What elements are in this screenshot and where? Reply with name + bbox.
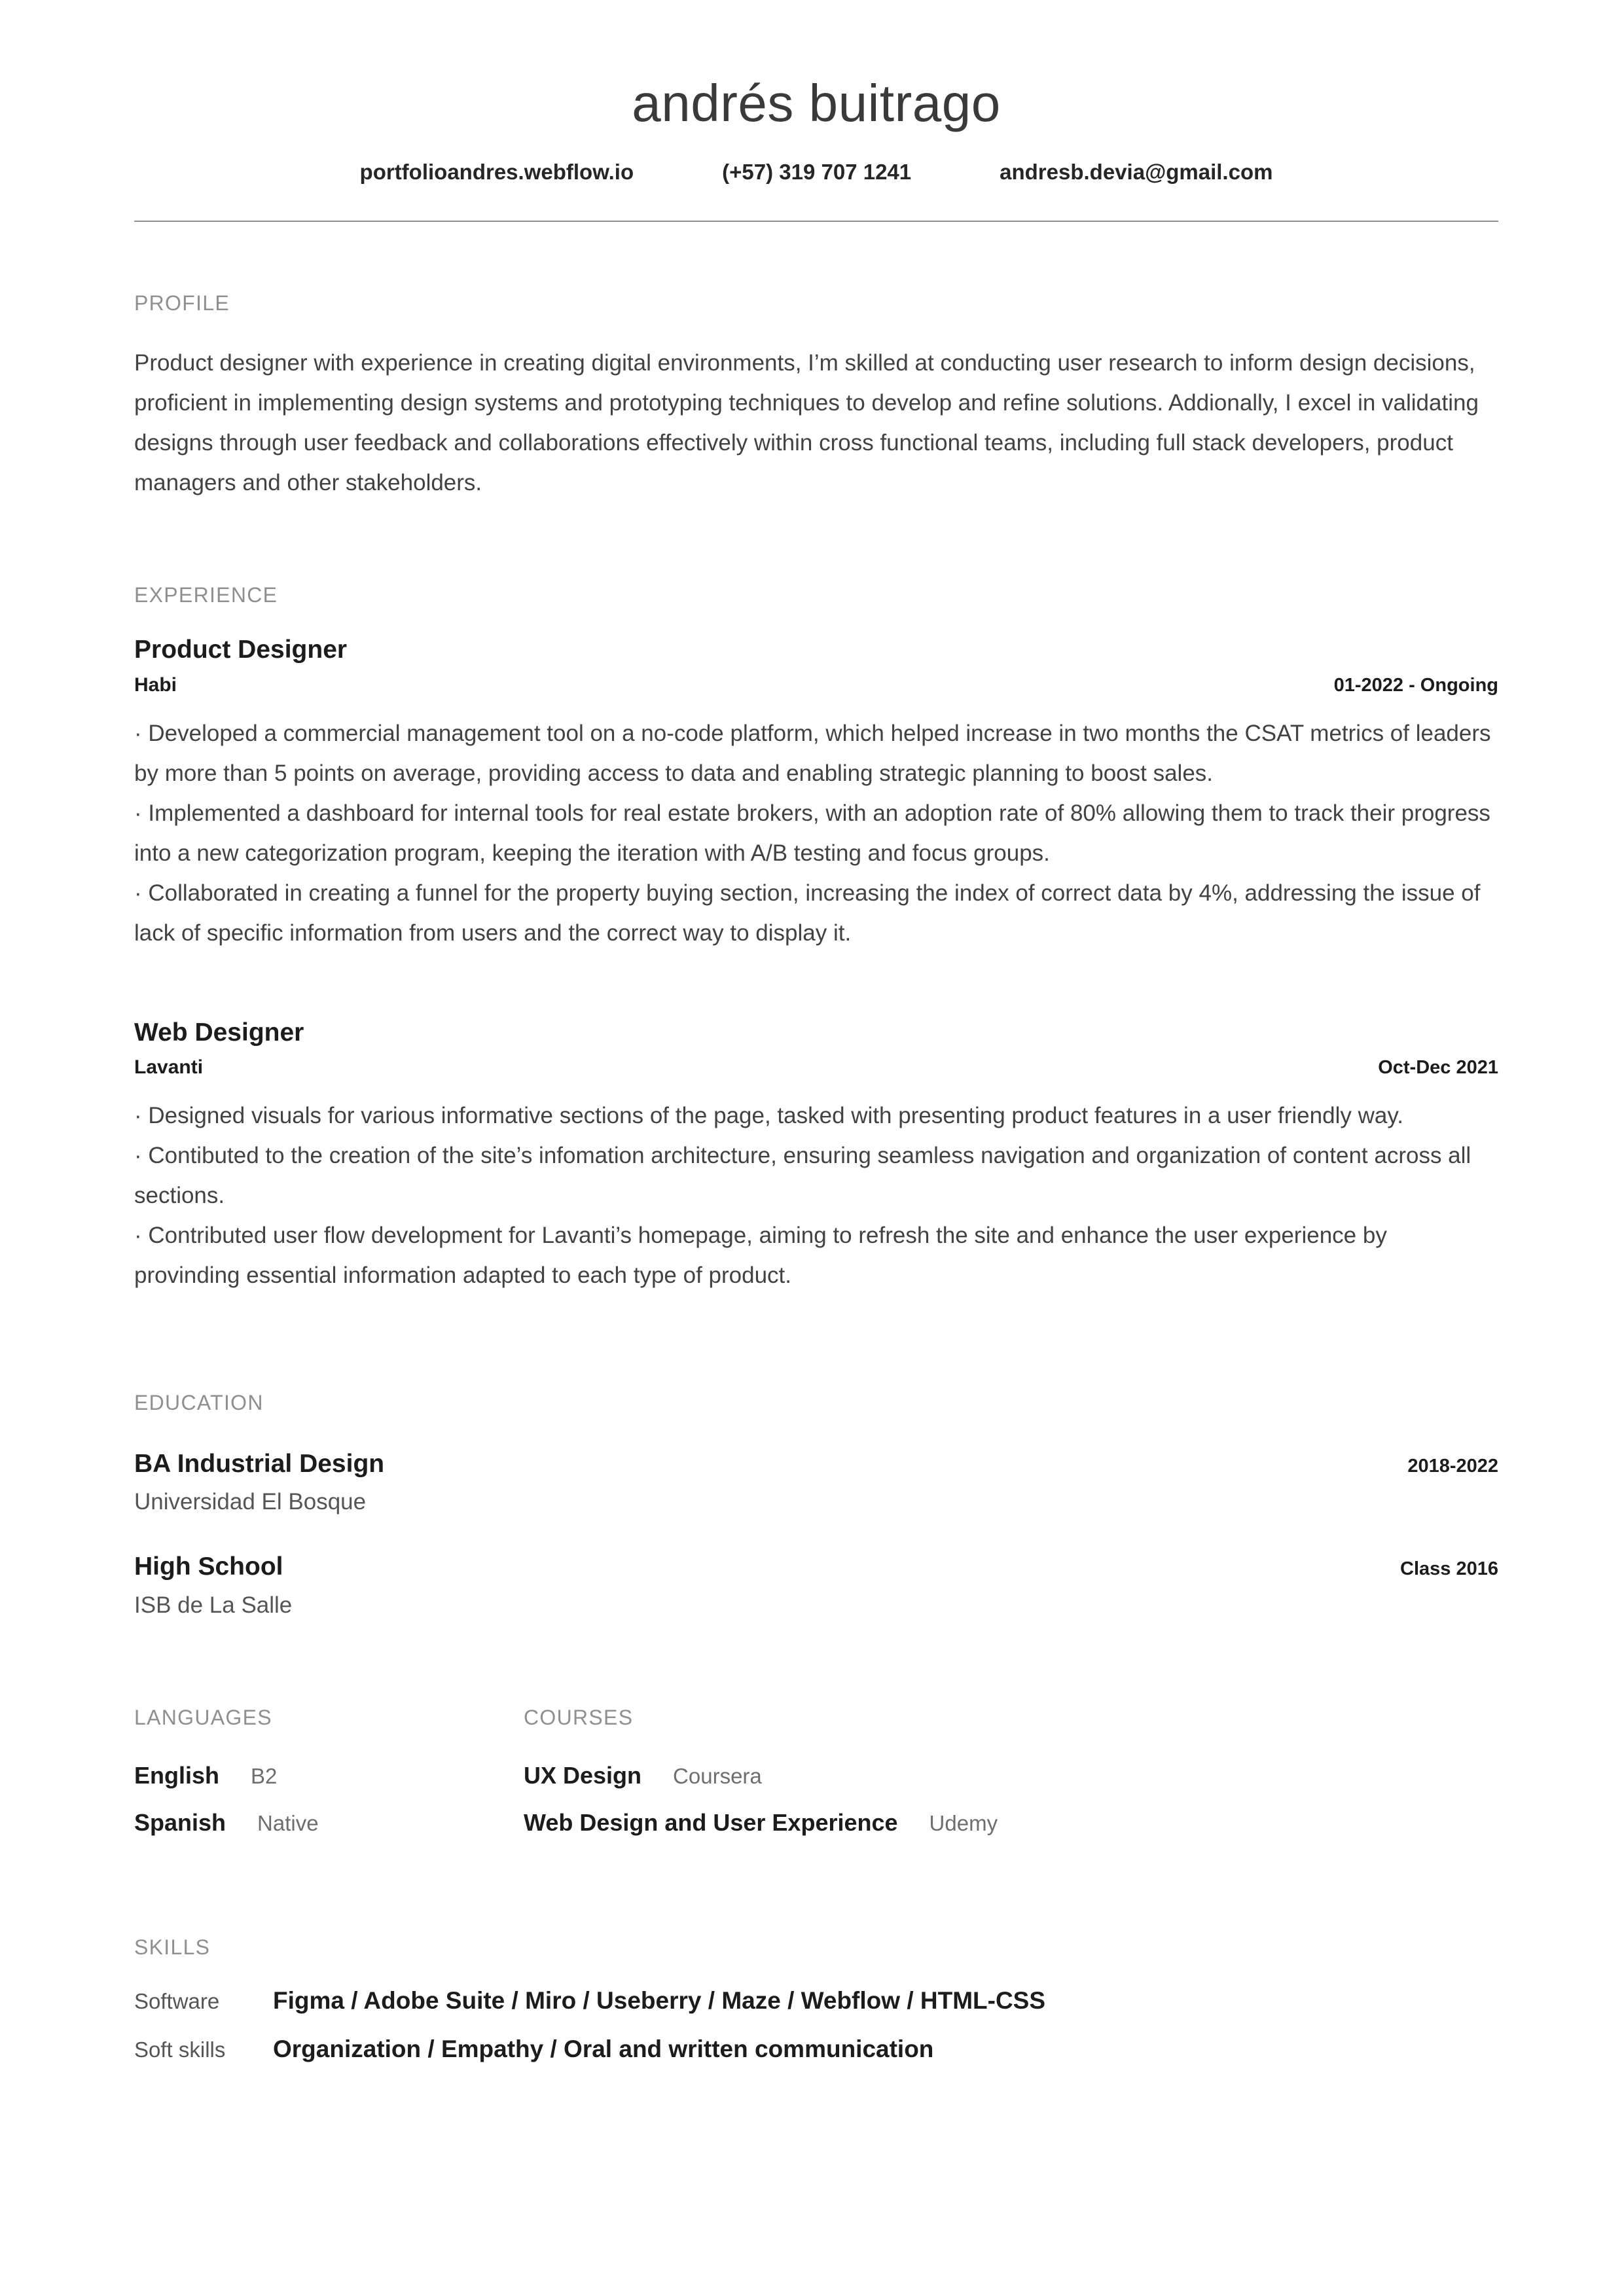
job-bullet: · Implemented a dashboard for internal tools for real estate brokers, with an adoption rate of 80% allowing them to track their progress into a new categorization program, keeping the iteration with A/B testing and focus groups. — [134, 800, 1490, 866]
job-bullet: · Contibuted to the creation of the site’s infomation architecture, ensuring seamless navigation and organization of content across all sections. — [134, 1143, 1471, 1209]
company-name: Habi — [134, 673, 177, 696]
job-bullets — [134, 1096, 1498, 1295]
courses-column — [524, 1705, 1498, 1836]
job-dates: 01-2022 - Ongoing — [1333, 674, 1498, 696]
education-line — [134, 1448, 1498, 1480]
job-title: Web Designer — [134, 1018, 304, 1047]
skill-row-software — [134, 1987, 1498, 2015]
skill-category-label: Software — [134, 1988, 220, 2013]
language-level: Native — [257, 1810, 319, 1835]
language-name: Spanish — [134, 1808, 226, 1836]
education-section — [134, 1390, 1498, 1619]
education-line — [134, 1551, 1498, 1583]
job-bullet: · Developed a commercial management tool on a no-code platform, which helped increase in two months the CSAT metrics of leaders by more than 5 points on average, providing access to data and enabling strategic planning to boost sales. — [134, 720, 1491, 786]
profile-heading: PROFILE — [134, 291, 230, 315]
skill-list: Organization / Empathy / Oral and written communication — [273, 2035, 934, 2062]
skill-row-soft-skills — [134, 2036, 1498, 2063]
candidate-name: andrés buitrago — [632, 74, 1001, 132]
skills-section — [134, 1935, 1498, 2063]
education-entry-highschool — [134, 1551, 1498, 1619]
course-provider: Coursera — [673, 1763, 762, 1788]
language-level: B2 — [251, 1763, 278, 1788]
website-link: portfolioandres.webflow.io — [359, 160, 634, 184]
school-name: ISB de La Salle — [134, 1592, 293, 1619]
email-address: andresb.devia@gmail.com — [1000, 160, 1273, 184]
phone-number: (+57) 319 707 1241 — [722, 160, 912, 184]
contact-row — [134, 160, 1498, 185]
profile-text: Product designer with experience in creating digital environments, I’m skilled at conducting user research to inform design decisions, proficient in implementing design systems and prototyping techniques to develop and refine solutions. Addionally, I excel in validating designs through user feedback and collaborations effectively within cross functional teams, including full stack developers, product managers and other stakeholders. — [134, 350, 1479, 496]
course-name: UX Design — [524, 1761, 642, 1789]
education-heading: EDUCATION — [134, 1391, 264, 1415]
job-bullet: · Contributed user flow development for Lavanti’s homepage, aiming to refresh the site and enhance the user experience by provinding essential information adapted to each type of product. — [134, 1223, 1387, 1289]
course-row — [524, 1762, 1498, 1789]
languages-column — [134, 1705, 524, 1836]
education-dates: Class 2016 — [1400, 1558, 1498, 1580]
course-name: Web Design and User Experience — [524, 1808, 898, 1836]
languages-courses-section — [134, 1705, 1498, 1836]
job-meta — [134, 674, 1498, 696]
job-bullet: · Designed visuals for various informative sections of the page, tasked with presenting product features in a user friendly way. — [134, 1103, 1403, 1129]
degree-name: High School — [134, 1552, 283, 1581]
language-row — [134, 1762, 524, 1789]
skill-list: Figma / Adobe Suite / Miro / Useberry / Maze / Webflow / HTML-CSS — [273, 1986, 1046, 2014]
course-provider: Udemy — [929, 1810, 998, 1835]
resume-header — [134, 73, 1498, 222]
experience-heading: EXPERIENCE — [134, 583, 278, 607]
job-bullet: · Collaborated in creating a funnel for the property buying section, increasing the index of correct data by 4%, addressing the issue of lack of specific information from users and the correct way to display it. — [134, 880, 1481, 946]
course-row — [524, 1809, 1498, 1837]
education-entry-ba — [134, 1448, 1498, 1516]
job-dates: Oct-Dec 2021 — [1378, 1057, 1498, 1079]
courses-heading: COURSES — [524, 1706, 634, 1730]
skill-category-label: Soft skills — [134, 2037, 226, 2062]
company-name: Lavanti — [134, 1056, 204, 1079]
job-title: Product Designer — [134, 635, 348, 664]
experience-section — [134, 583, 1498, 1295]
job-entry-web-designer — [134, 1017, 1498, 1296]
profile-section — [134, 291, 1498, 503]
education-dates: 2018-2022 — [1407, 1455, 1498, 1477]
skills-heading: SKILLS — [134, 1935, 211, 1959]
language-name: English — [134, 1761, 220, 1789]
job-bullets — [134, 713, 1498, 953]
language-row — [134, 1809, 524, 1837]
job-entry-product-designer — [134, 634, 1498, 953]
job-meta — [134, 1056, 1498, 1079]
degree-name: BA Industrial Design — [134, 1449, 385, 1478]
school-name: Universidad El Bosque — [134, 1489, 367, 1515]
languages-heading: LANGUAGES — [134, 1706, 272, 1730]
header-divider — [134, 221, 1498, 222]
